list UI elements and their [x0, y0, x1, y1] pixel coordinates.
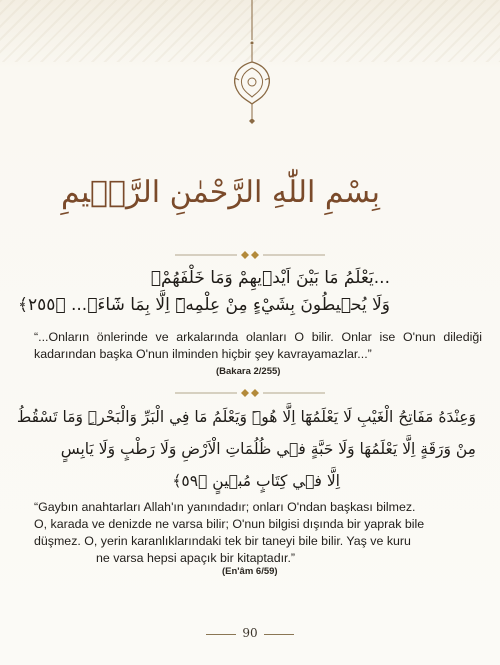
translation-line: O, karada ve denizde ne varsa bilir; O'nun bilgisi dışında bir yaprak bile	[34, 517, 425, 531]
verse-arabic-line: وَعِنْدَهُ مَفَاتِحُ الْغَيْبِ لَا يَعْلَمُهَٓا اِلَّا هُوَۜ وَيَعْلَمُ مَا فِي الْبَرِّ وَالْبَحْرِۜ وَمَا تَسْقُطُ	[16, 408, 476, 426]
page-number-text: 90	[242, 626, 258, 640]
translation-line: ne varsa hepsi apaçık bir kitaptadır.”	[96, 551, 296, 565]
page-number-rule-left	[206, 634, 236, 635]
verse-translation: “...Onların önlerinde ve arkalarında olanları O bilir. Onlar ise O'nun dilediği kadarından başka O'nun ilminden hiçbir şey kavrayamazlar...”	[34, 330, 482, 361]
verse-arabic-line: اِلَّا ف۪ي كِتَابٍ مُب۪ينٍ ﴿٥٩﴾	[172, 472, 340, 490]
verse-reference: (Bakara 2/255)	[216, 366, 281, 377]
verse-reference: (En'âm 6/59)	[222, 566, 278, 577]
verse-arabic-line: وَلَا يُح۪يطُونَ بِشَيْءٍ مِنْ عِلْمِه۪ٓ اِلَّا بِمَا شَٓاءَۚ... ﴿٢٥٥﴾	[18, 295, 390, 315]
verse-arabic-line: مِنْ وَرَقَةٍ اِلَّا يَعْلَمُهَا وَلَا حَبَّةٍ ف۪ي ظُلُمَاتِ الْاَرْضِ وَلَا رَطْبٍ وَلَا يَابِسٍ	[60, 440, 476, 458]
verse-arabic-line: ...يَعْلَمُ مَا بَيْنَ اَيْد۪يهِمْ وَمَا خَلْفَهُمْۚ	[150, 268, 390, 288]
translation-line: “Gaybın anahtarları Allah'ın yanındadır; onları O'ndan başkası bilmez.	[34, 500, 416, 514]
verse-translation	[34, 499, 482, 567]
translation-line: düşmez. O, yerin karanlıklarındaki tek bir taneyi bile bilir. Yaş ve kuru	[34, 534, 411, 548]
ornamental-divider	[175, 250, 325, 260]
ornamental-divider	[175, 388, 325, 398]
hanging-ornament-icon	[227, 0, 277, 125]
page-number	[200, 626, 300, 642]
basmala-calligraphy: بِسْمِ اللّٰهِ الرَّحْمٰنِ الرَّح۪يمِ	[61, 175, 380, 210]
page-number-rule-right	[264, 634, 294, 635]
